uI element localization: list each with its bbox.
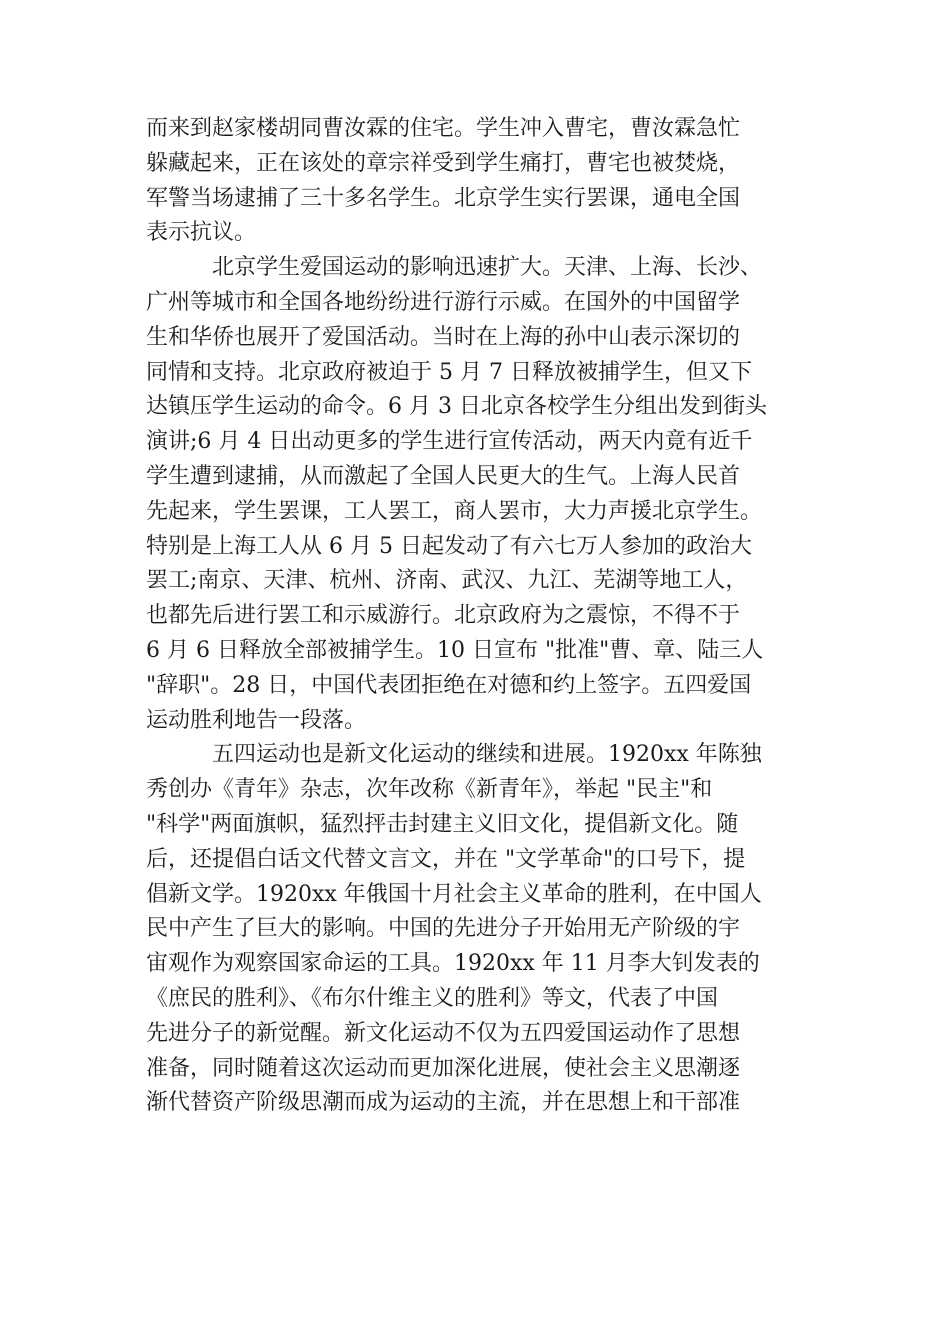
text-line: 北京学生爱国运动的影响迅速扩大。天津、上海、长沙、 xyxy=(212,255,763,281)
text-line: 宙观作为观察国家命运的工具。1920xx 年 11 月李大钊发表的 xyxy=(146,951,760,977)
text-line: 先起来，学生罢课，工人罢工，商人罢市，大力声援北京学生。 xyxy=(146,498,763,524)
text-line: 6 月 6 日释放全部被捕学生。10 日宣布 "批准"曹、章、陆三人 xyxy=(146,637,764,663)
text-line: 军警当场逮捕了三十多名学生。北京学生实行罢课，通电全国 xyxy=(146,185,741,211)
text-line: 生和华侨也展开了爱国活动。当时在上海的孙中山表示深切的 xyxy=(146,324,741,350)
text-line: 也都先后进行罢工和示威游行。北京政府为之震惊，不得不于 xyxy=(146,603,741,629)
paragraph-3 xyxy=(146,738,810,1121)
text-line: 学生遭到逮捕，从而激起了全国人民更大的生气。上海人民首 xyxy=(146,463,741,489)
text-line: 渐代替资产阶级思潮而成为运动的主流，并在思想上和干部准 xyxy=(146,1090,741,1116)
text-line: 罢工;南京、天津、杭州、济南、武汉、九江、芜湖等地工人， xyxy=(146,568,748,594)
text-line: 民中产生了巨大的影响。中国的先进分子开始用无产阶级的宇 xyxy=(146,916,741,942)
text-line: 倡新文学。1920xx 年俄国十月社会主义革命的胜利，在中国人 xyxy=(146,881,762,907)
text-line: 表示抗议。 xyxy=(146,220,257,246)
text-line: 而来到赵家楼胡同曹汝霖的住宅。学生冲入曹宅，曹汝霖急忙 xyxy=(146,116,741,141)
paragraph-2 xyxy=(146,251,810,738)
text-line: 演讲;6 月 4 日出动更多的学生进行宣传活动，两天内竟有近千 xyxy=(146,429,753,455)
text-line: 后，还提倡白话文代替文言文，并在 "文学革命"的口号下，提 xyxy=(146,846,746,872)
text-line: 《庶民的胜利》、《布尔什维主义的胜利》等文，代表了中国 xyxy=(146,985,719,1011)
text-line: 特别是上海工人从 6 月 5 日起发动了有六七万人参加的政治大 xyxy=(146,533,752,559)
text-line: 秀创办《青年》杂志，次年改称《新青年》，举起 "民主"和 xyxy=(146,777,713,803)
text-line: 同情和支持。北京政府被迫于 5 月 7 日释放被捕学生，但又下 xyxy=(146,359,752,385)
body-text xyxy=(146,112,810,1121)
text-line: "科学"两面旗帜，猛烈抨击封建主义旧文化，提倡新文化。随 xyxy=(146,811,739,837)
paragraph-1 xyxy=(146,112,810,251)
text-line: 五四运动也是新文化运动的继续和进展。1920xx 年陈独 xyxy=(212,742,762,768)
text-line: 先进分子的新觉醒。新文化运动不仅为五四爱国运动作了思想 xyxy=(146,1020,741,1046)
text-line: 运动胜利地告一段落。 xyxy=(146,707,367,733)
text-line: "辞职"。28 日，中国代表团拒绝在对德和约上签字。五四爱国 xyxy=(146,672,752,698)
text-line: 达镇压学生运动的命令。6 月 3 日北京各校学生分组出发到街头 xyxy=(146,394,767,420)
text-line: 准备，同时随着这次运动而更加深化进展，使社会主义思潮逐 xyxy=(146,1055,741,1081)
text-line: 躲藏起来，正在该处的章宗祥受到学生痛打，曹宅也被焚烧， xyxy=(146,150,741,176)
text-line: 广州等城市和全国各地纷纷进行游行示威。在国外的中国留学 xyxy=(146,289,741,315)
